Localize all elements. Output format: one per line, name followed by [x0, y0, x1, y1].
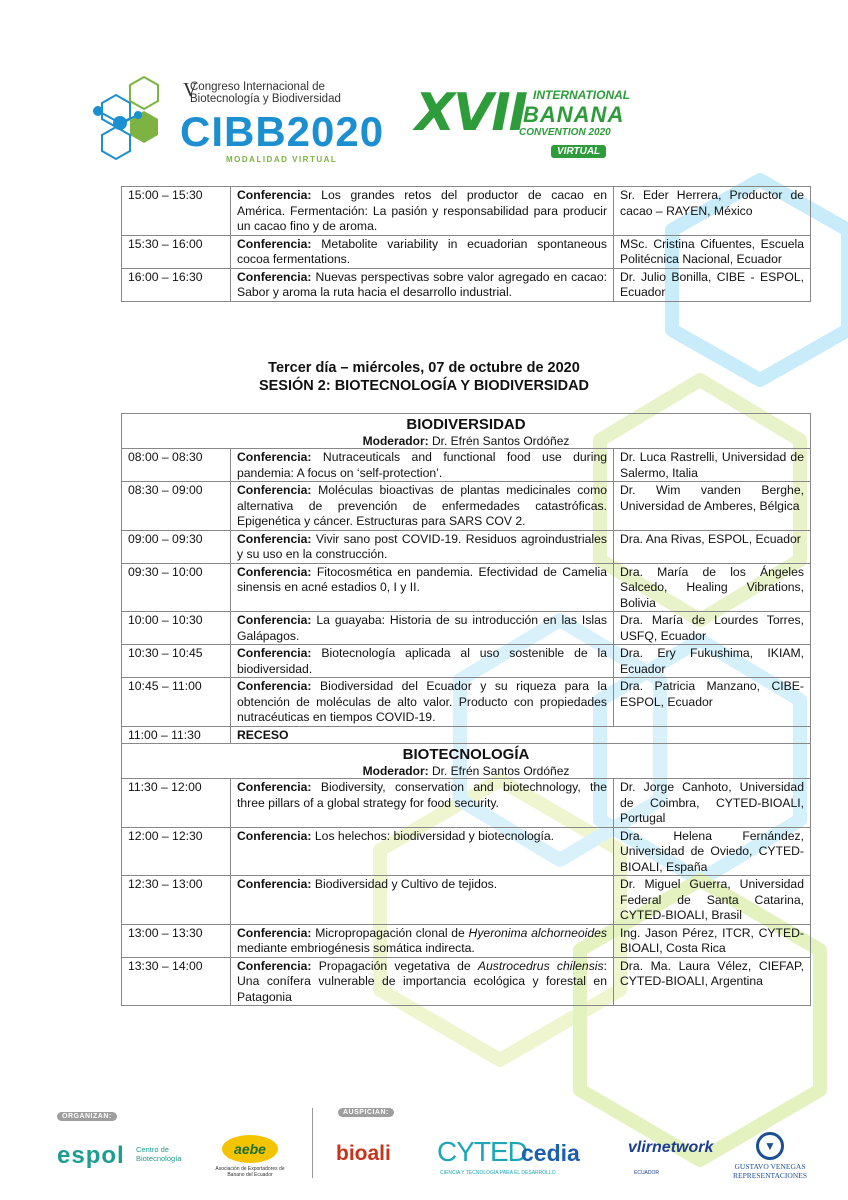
cedia-logo: cedia [521, 1140, 580, 1166]
schedule-table-cacao [121, 186, 811, 302]
description-cell [231, 449, 614, 482]
conference-text: Micropropagación clonal de [315, 925, 469, 940]
section-title: BIODIVERSIDAD [406, 416, 526, 433]
conference-label: Conferencia: [237, 646, 312, 660]
table-row [122, 876, 811, 925]
conference-text: Fitocosmética en pandemia. Efectividad de Camelia sinensis en acné estadios 0, I y II. [237, 564, 607, 594]
time-cell: 16:00 – 16:30 [122, 268, 231, 301]
cibb-title: CIBB2020 [180, 108, 385, 155]
description-cell [231, 645, 614, 678]
time-cell: 11:30 – 12:00 [122, 779, 231, 828]
conference-label: Conferencia: [237, 450, 312, 464]
conference-text: Metabolite variability in ecuadorian spontaneous cocoa fermentations. [237, 236, 607, 266]
table-row [122, 924, 811, 957]
table-row [122, 779, 811, 828]
speaker-cell: Dr. Miguel Guerra, Universidad Federal de Santa Catarina, CYTED-BIOALI, Brasil [614, 876, 811, 925]
recess-label: RECESO [237, 727, 289, 742]
ibc-international: INTERNATIONAL [533, 88, 631, 102]
cibb-subtitle [190, 81, 341, 105]
cibb-logo [80, 75, 385, 170]
cibb-modalidad: MODALIDAD VIRTUAL [226, 155, 338, 164]
conference-text-end: mediante embriogénesis somática indirecta. [237, 941, 475, 955]
conference-text: Nuevas perspectivas sobre valor agregado en cacao: Sabor y aroma la ruta hacia el desarrollo industrial. [237, 269, 607, 299]
gv-emblem-icon: ▼ [756, 1132, 784, 1160]
vlir-network-logo: vlirnetwork [628, 1139, 714, 1156]
conference-label: Conferencia: [237, 613, 312, 627]
conference-text: Moléculas bioactivas de plantas medicinales como alternativa de prevención de enfermedades catastróficas. Epigenética y cáncer. Estructuras para SARS COV 2. [237, 483, 607, 528]
speaker-cell: Dra. María de los Ángeles Salcedo, Healing Vibrations, Bolivia [614, 563, 811, 612]
time-cell: 15:30 – 16:00 [122, 235, 231, 268]
time-cell: 10:30 – 10:45 [122, 645, 231, 678]
ibc-banana: BANANA [523, 102, 625, 127]
speaker-cell: MSc. Cristina Cifuentes, Escuela Politécnica Nacional, Ecuador [614, 235, 811, 268]
conference-label: Conferencia: [237, 877, 312, 891]
description-cell [231, 876, 614, 925]
speaker-cell: Dr. Jorge Canhoto, Universidad de Coimbra, CYTED-BIOALI, Portugal [614, 779, 811, 828]
time-cell: 10:45 – 11:00 [122, 678, 231, 727]
conference-label: Conferencia: [237, 483, 312, 497]
table-row [122, 827, 811, 876]
cibb-line2: Biotecnología y Biodiversidad [190, 93, 341, 105]
organizan-label: ORGANIZAN: [57, 1112, 117, 1121]
section-title: BIOTECNOLOGÍA [402, 746, 530, 763]
conference-label: Conferencia: [237, 828, 312, 843]
species-name: Hyeronima alchorneoides [468, 925, 608, 940]
time-cell: 11:00 – 11:30 [122, 726, 231, 744]
description-cell [231, 678, 614, 727]
schedule-table-session2 [121, 413, 811, 1006]
table-row [122, 482, 811, 531]
ibc-convention: CONVENTION 2020 [519, 127, 611, 138]
speaker-cell: Dra. María de Lourdes Torres, USFQ, Ecuador [614, 612, 811, 645]
speaker-cell: Dra. Ery Fukushima, IKIAM, Ecuador [614, 645, 811, 678]
conference-text: Nutraceuticals and functional food use during pandemia: A focus on ‘self-protection’. [237, 450, 607, 480]
conference-label: Conferencia: [237, 780, 312, 794]
session-title: SESIÓN 2: BIOTECNOLOGÍA Y BIODIVERSIDAD [258, 378, 590, 394]
table-row [122, 645, 811, 678]
speaker-cell: Dra. Helena Fernández, Universidad de Oviedo, CYTED-BIOALI, España [614, 827, 811, 876]
section-header-biodiversidad [122, 414, 811, 449]
speaker-cell: Sr. Eder Herrera, Productor de cacao – RAYEN, México [614, 187, 811, 236]
day-title: Tercer día – miércoles, 07 de octubre de 2020 [268, 360, 580, 376]
ibc-number: XVII [415, 83, 527, 143]
conference-label: Conferencia: [237, 236, 312, 251]
description-cell [231, 612, 614, 645]
conference-text: Biodiversity, conservation and biotechnology, the three pillars of a global strategy for food security. [237, 780, 607, 810]
conference-label: Conferencia: [237, 679, 312, 693]
speaker-cell: Dr. Wim vanden Berghe, Universidad de Amberes, Bélgica [614, 482, 811, 531]
table-row [122, 678, 811, 727]
banana-convention-logo [415, 83, 631, 173]
aebe-logo: aebe [222, 1135, 278, 1163]
time-cell: 08:30 – 09:00 [122, 482, 231, 531]
gustavo-venegas-logo [730, 1132, 810, 1180]
time-cell: 15:00 – 15:30 [122, 187, 231, 236]
table-row [122, 957, 811, 1006]
moderator-label: Moderador: [362, 434, 429, 448]
vlir-subtitle: ECUADOR [634, 1170, 660, 1176]
footer-divider [312, 1108, 313, 1178]
time-cell: 08:00 – 08:30 [122, 449, 231, 482]
time-cell: 13:00 – 13:30 [122, 924, 231, 957]
conference-text: Biodiversidad y Cultivo de tejidos. [314, 877, 498, 891]
aebe-subtitle: Asociación de Exportadores de Banano del Ecuador [215, 1166, 285, 1178]
moderator-label: Moderador: [362, 764, 429, 778]
gv-text: GUSTAVO VENEGAS REPRESENTACIONES [733, 1162, 807, 1180]
header-logos [0, 75, 848, 175]
conference-text: Los grandes retos del productor de cacao en América. Fermentación: La pasión y responsabilidad para producir un cacao fino y de aroma. [237, 188, 607, 233]
cibb-line1: Congreso Internacional de [190, 81, 325, 93]
cyted-logo: CYTED [437, 1136, 527, 1167]
speaker-cell: Dra. Ana Rivas, ESPOL, Ecuador [614, 530, 811, 563]
speaker-cell: Ing. Jason Pérez, ITCR, CYTED-BIOALI, Costa Rica [614, 924, 811, 957]
table-row [122, 235, 811, 268]
description-cell [231, 957, 614, 1006]
conference-label: Conferencia: [237, 531, 312, 546]
conference-text: Biodiversidad del Ecuador y su riqueza para la obtención de moléculas de alto valor. Producto con propiedades nutracéuticas en tiempos COVID-19. [237, 679, 607, 724]
table-row [122, 268, 811, 301]
time-cell: 12:00 – 12:30 [122, 827, 231, 876]
description-cell [231, 482, 614, 531]
cibb-roman: V [183, 79, 198, 101]
species-name: Austrocedrus chilensis [477, 958, 604, 973]
conference-label: Conferencia: [237, 188, 312, 202]
conference-label: Conferencia: [237, 958, 312, 973]
table-row [122, 563, 811, 612]
moderator-line [128, 434, 804, 448]
description-cell [231, 779, 614, 828]
espol-logo: espol [57, 1142, 125, 1169]
conference-text: Vivir sano post COVID-19. Residuos agroindustriales y su uso en la construcción. [237, 531, 607, 561]
moderator-name: Dr. Efrén Santos Ordóñez [431, 764, 570, 778]
time-cell: 12:30 – 13:00 [122, 876, 231, 925]
molecule-icon [80, 75, 175, 165]
time-cell: 10:00 – 10:30 [122, 612, 231, 645]
cyted-subtitle: CIENCIA Y TECNOLOGÍA PARA EL DESARROLLO [440, 1170, 556, 1176]
table-row [122, 530, 811, 563]
section-header-biotecnologia [122, 744, 811, 779]
conference-text-end: : Una conífera vulnerable de importancia ecológica y forestal en Patagonia [237, 958, 607, 1004]
conference-label: Conferencia: [237, 269, 312, 284]
description-cell [231, 563, 614, 612]
description-cell [231, 268, 614, 301]
ibc-virtual: VIRTUAL [551, 145, 606, 158]
time-cell: 09:30 – 10:00 [122, 563, 231, 612]
recess-row [122, 726, 811, 744]
auspician-label: AUSPICIAN: [338, 1108, 394, 1117]
table-row [122, 187, 811, 236]
speaker-cell: Dra. Patricia Manzano, CIBE-ESPOL, Ecuador [614, 678, 811, 727]
time-cell: 09:00 – 09:30 [122, 530, 231, 563]
conference-label: Conferencia: [237, 925, 312, 940]
speaker-cell: Dra. Ma. Laura Vélez, CIEFAP, CYTED-BIOALI, Argentina [614, 957, 811, 1006]
moderator-line [128, 764, 804, 778]
bioali-logo: bioali [336, 1142, 391, 1165]
conference-text: Los helechos: biodiversidad y biotecnología. [314, 828, 555, 843]
moderator-name: Dr. Efrén Santos Ordóñez [431, 434, 570, 448]
time-cell: 13:30 – 14:00 [122, 957, 231, 1006]
description-cell [231, 235, 614, 268]
footer-sponsors [0, 1100, 848, 1200]
speaker-cell: Dr. Julio Bonilla, CIBE - ESPOL, Ecuador [614, 268, 811, 301]
table-row [122, 449, 811, 482]
conference-text: Propagación vegetativa de [318, 958, 478, 973]
speaker-cell: Dr. Luca Rastrelli, Universidad de Salermo, Italia [614, 449, 811, 482]
recess-cell [231, 726, 811, 744]
description-cell [231, 924, 614, 957]
description-cell [231, 827, 614, 876]
conference-text: La guayaba: Historia de su introducción en las Islas Galápagos. [237, 613, 607, 643]
centro-biotecnologia-text: Centro de Biotecnología [136, 1145, 182, 1163]
description-cell [231, 530, 614, 563]
conference-label: Conferencia: [237, 564, 312, 579]
description-cell [231, 187, 614, 236]
table-row [122, 612, 811, 645]
conference-text: Biotecnología aplicada al uso sostenible de la biodiversidad. [237, 646, 607, 676]
